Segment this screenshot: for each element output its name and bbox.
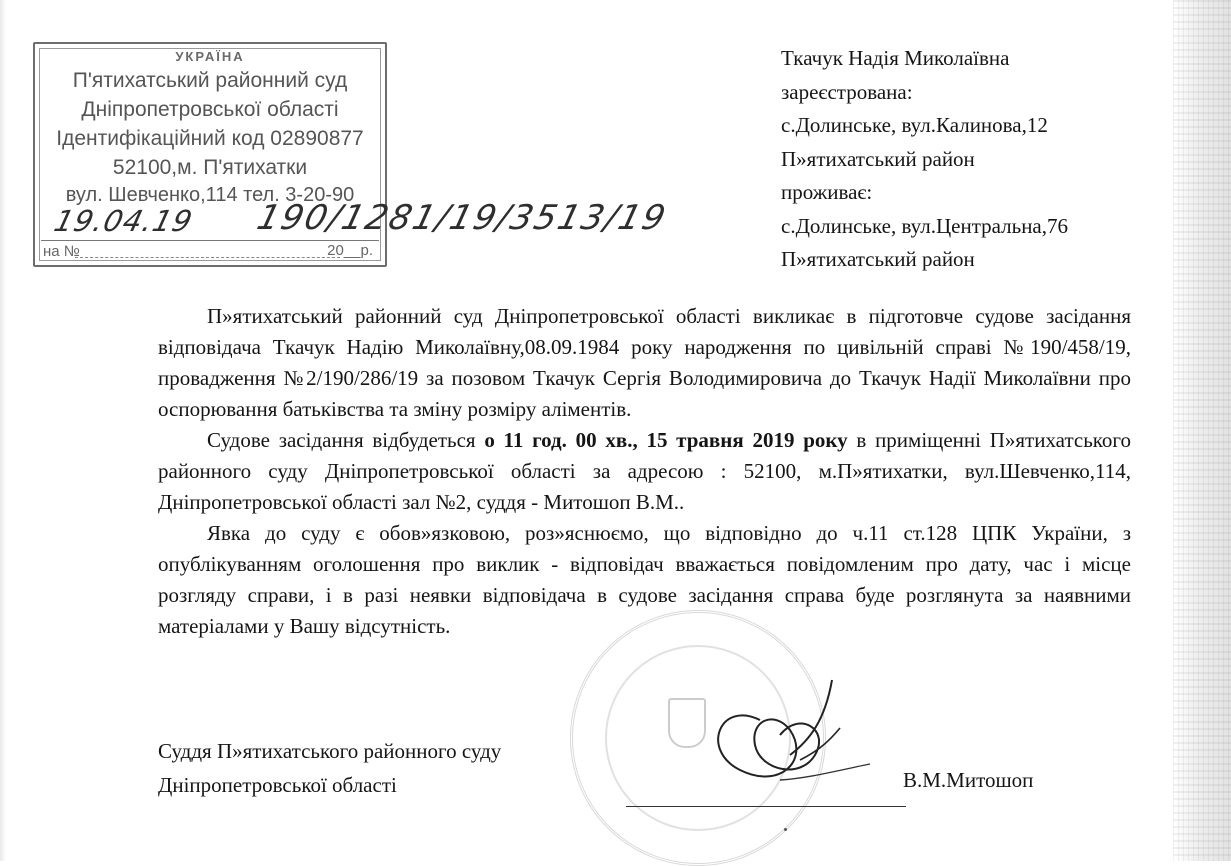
summons-body <box>158 301 1131 642</box>
hearing-text-end: в приміщенні П»ятихатського районного суду Дніпропетровської області за адресою : 52100, м.П»ятихатки, вул.Шевченко,114, Дніпропетровської області зал №2, суддя - Митошоп В.М.. <box>158 428 1132 514</box>
lives-label: проживає: <box>781 180 873 204</box>
paragraph-hearing-time <box>158 425 1131 518</box>
judge-signature <box>640 660 940 820</box>
paragraph-attendance: Явка до суду є обов»язковою, роз»яснюємо, що відповідно до ч.11 ст.128 ЦПК України, з опублікуванням оголошення про виклик - відповідач вважається повідомленим про дату, час і місце розгляду справи, і в разі неявки відповідача в судове засідання справа буде розглянута за наявними матеріалами у Вашу відсутність. <box>158 521 1131 638</box>
judge-title-line2: Дніпропетровської області <box>158 773 397 797</box>
scan-edge-left <box>0 0 6 861</box>
registered-district: П»ятихатський район <box>781 146 975 171</box>
stamp-city: 52100,м. П'ятихатки <box>112 156 308 179</box>
signature-line <box>626 806 906 807</box>
handwritten-date: 19.04.19 <box>50 204 197 238</box>
stamp-year-suffix: 20__р. <box>327 242 373 259</box>
stamp-na-line <box>75 257 340 258</box>
hearing-datetime: о 11 год. 00 хв., 15 травня 2019 року <box>484 428 848 452</box>
stamp-address: вул. Шевченко,114 тел. 3-20-90 <box>65 184 355 206</box>
stamp-region: Дніпропетровської області <box>81 98 339 121</box>
addressee-name: Ткачук Надія Миколаївна <box>781 46 1010 70</box>
paragraph-summons: П»ятихатський районний суд Дніпропетровської області викликає в підготовче судове засідання відповідача Ткачук Надію Миколаївну,08.09.1984 року народження по цивільній справі №190/458/19, провадження №2/190/286/19 за позовом Ткачук Сергія Володимировича до Ткачук Надії Миколаївни про оспорювання батьківства та зміну розміру аліментів. <box>158 304 1131 421</box>
stamp-na-label: на № <box>43 243 80 260</box>
addressee-block <box>781 42 1161 277</box>
lives-district: П»ятихатський район <box>781 247 975 271</box>
scan-edge-right <box>1173 0 1231 861</box>
stamp-underline <box>41 240 379 241</box>
stamp-id-code: Ідентифікаційний код 02890877 <box>56 127 364 150</box>
handwritten-number: 190/1281/19/3513/19 <box>253 198 672 238</box>
hearing-text-start: Судове засідання відбудеться <box>207 428 485 452</box>
stamp-country: УКРАЇНА <box>175 49 245 64</box>
judge-title-line1: Суддя П»ятихатського районного суду <box>158 739 502 763</box>
stamp-handwritten-row <box>43 198 672 238</box>
registered-label: зареєстрована: <box>781 79 913 104</box>
lives-address: с.Долинське, вул.Центральна,76 <box>781 213 1069 238</box>
registration-stamp <box>33 42 672 267</box>
judge-name: В.М.Митошоп <box>903 768 1034 792</box>
stamp-court-name: П'ятихатський районний суд <box>72 69 348 92</box>
judge-title <box>158 734 501 802</box>
scan-speck <box>784 828 787 831</box>
registered-address: с.Долинське, вул.Калинова,12 <box>781 113 1048 137</box>
